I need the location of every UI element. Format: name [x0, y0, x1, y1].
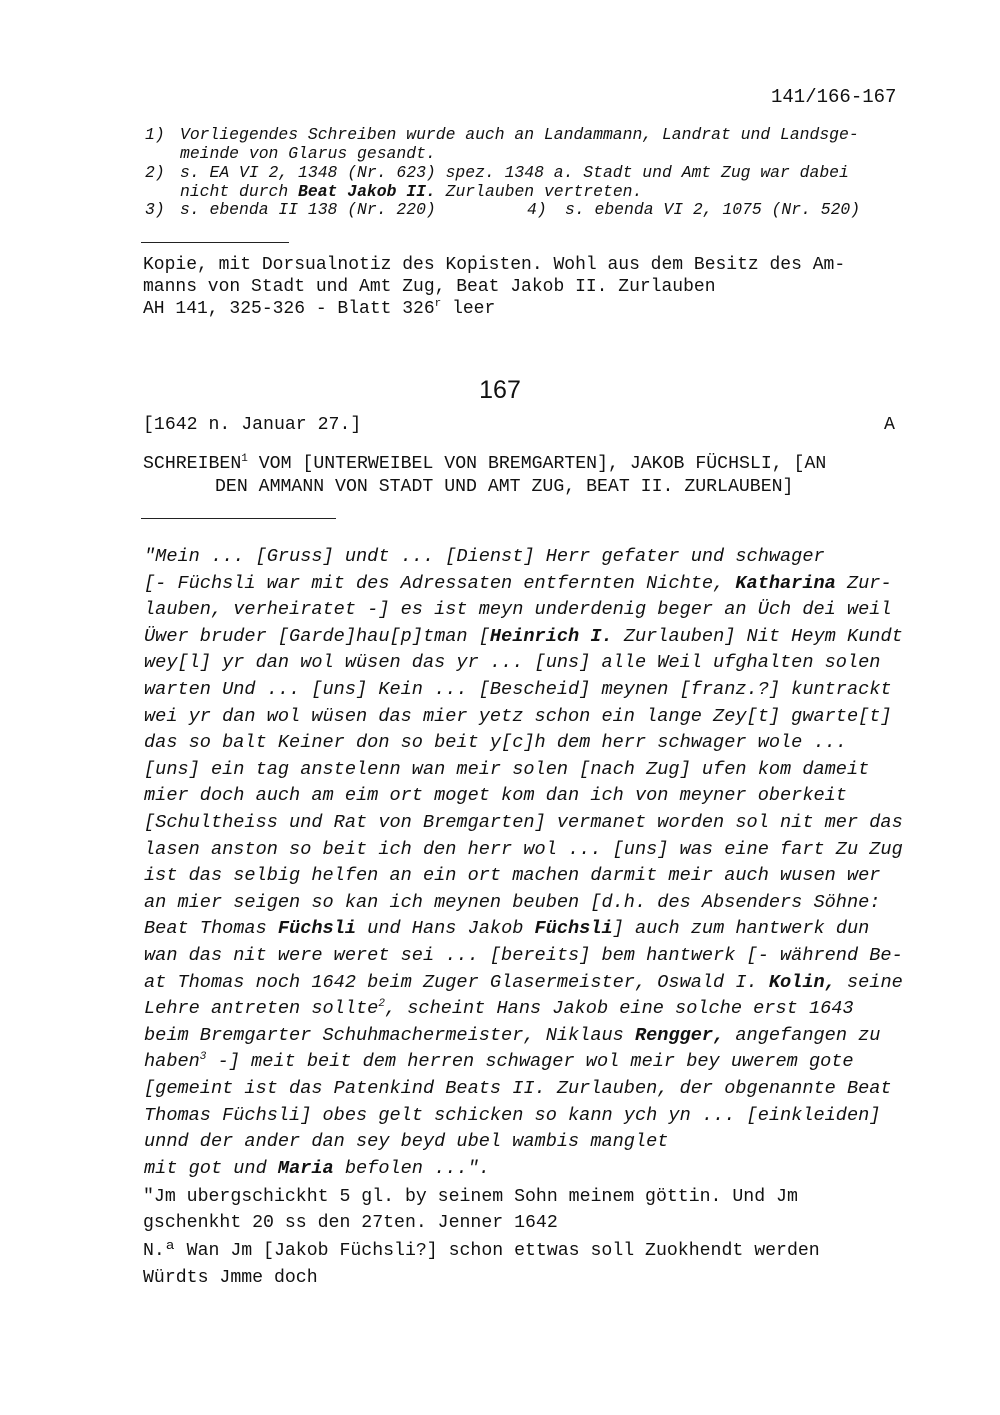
document-heading: SCHREIBEN$^1$ VOM [UNTERWEIBEL VON BREMGARTEN], JAKOB FÜCHSLI, [AN [143, 452, 827, 474]
footnote-2 [145, 163, 849, 201]
letter-line: Thomas Füchsli] obes gelt schicken so kann ych yn ... [einkleiden] [144, 1104, 881, 1126]
letter-line: Beat Thomas Füchsli und Hans Jakob Füchsli] auch zum hantwerk dun [144, 918, 870, 940]
letter-line: haben$^3$ -] meit beit dem herren schwager wol meir bey uwerem gote [144, 1051, 854, 1073]
letter-line: [gemeint ist das Patenkind Beats II. Zurlauben, der obgenannte Beat [144, 1078, 892, 1099]
footnote-4 [527, 200, 860, 219]
letter-line: "Mein ... [Gruss] undt ... [Dienst] Herr gefater und schwager [144, 546, 825, 567]
letter-line: [uns] ein tag anstelenn wan meir solen [nach Zug] ufen kom dameit [144, 758, 870, 780]
letter-line: warten Und ... [uns] Kein ... [Bescheid] meynen [franz.?] kuntrackt [144, 679, 892, 700]
footnote-number: 1) [145, 125, 165, 144]
dorsal-line: gschenkht 20 ss den 27ten. Jenner 1642 [143, 1213, 558, 1233]
letter-line: [Schultheiss und Rat von Bremgarten] vermanet worden sol nit mer das [144, 812, 903, 833]
footnote-text: Vorliegendes Schreiben wurde auch an Landammann, Landrat und Landsge- meinde von Glarus gesandt. [180, 125, 859, 163]
letter-line: mier doch auch am eim ort moget kom dan ich von meyner oberkeit [144, 785, 847, 807]
footnote-divider [141, 242, 289, 243]
dorsal-line: "Jm ubergschickht 5 gl. by seinem Sohn meinem göttin. Und Jm [143, 1187, 798, 1207]
letter-line: [- Füchsli war mit des Adressaten entfernten Nichte, Katharina Zur- [144, 572, 892, 594]
letter-line: wan das nit were weret sei ... [bereits] bem hantwerk [- während Be- [144, 945, 903, 966]
footnote-3 [145, 200, 436, 219]
footnote-number: 4) [527, 200, 547, 219]
document-type-letter: A [884, 415, 895, 435]
letter-line: at Thomas noch 1642 beim Zuger Glasermeister, Oswald I. Kolin, seine [144, 971, 903, 993]
letter-line: mit got und Maria befolen ...". [144, 1157, 490, 1179]
document-number: 167 [479, 376, 521, 404]
letter-line: lasen anston so beit ich den herr wol ... [uns] was eine fart Zu Zug [144, 838, 903, 860]
letter-line: beim Bremgarter Schuhmachermeister, Niklaus Rengger, angefangen zu [144, 1024, 881, 1046]
page-reference: 141/166-167 [771, 86, 897, 108]
footnote-text: s. EA VI 2, 1348 (Nr. 623) spez. 1348 a. Stadt und Amt Zug war dabei nicht durch Beat Jakob II. Zurlauben vertreten. [180, 163, 849, 201]
footnote-text: s. ebenda II 138 (Nr. 220) [180, 200, 436, 219]
footnote-1 [145, 125, 859, 163]
provenance-line: AH 141, 325-326 - Blatt 326$^r$ leer [143, 298, 496, 319]
provenance-line: Kopie, mit Dorsualnotiz des Kopisten. Wohl aus dem Besitz des Am- [143, 255, 846, 275]
footnote-number: 2) [145, 163, 165, 182]
document-date: [1642 n. Januar 27.] [143, 415, 362, 435]
document-heading-line2: DEN AMMANN VON STADT UND AMT ZUG, BEAT II. ZURLAUBEN] [215, 477, 794, 497]
footnote-text: s. ebenda VI 2, 1075 (Nr. 520) [565, 200, 861, 219]
letter-line: lauben, verheiratet -] es ist meyn underdenig beger an Üch dei weil [144, 599, 892, 621]
letter-line: Lehre antreten sollte$^2$, scheint Hans Jakob eine solche erst 1643 [144, 998, 854, 1020]
letter-line: wei yr dan wol wüsen das mier yetz schon ein lange Zey[t] gwarte[t] [144, 705, 892, 727]
heading-divider [141, 518, 336, 519]
letter-line: ist das selbig helfen an ein ort machen darmit meir auch wusen wer [144, 865, 881, 887]
dorsal-line: N.ª Wan Jm [Jakob Füchsli?] schon ettwas soll Zuokhendt werden [143, 1241, 820, 1261]
letter-line: wey[l] yr dan wol wüsen das yr ... [uns] alle Weil ufghalten solen [144, 652, 881, 674]
letter-line: unnd der ander dan sey beyd ubel wambis manglet [144, 1131, 669, 1153]
provenance-note [143, 254, 845, 320]
dorsal-line: Würdts Jmme doch [143, 1268, 318, 1288]
letter-line: an mier seigen so kan ich meynen beuben [d.h. des Absenders Söhne: [144, 891, 881, 913]
footnote-number: 3) [145, 200, 165, 219]
provenance-line: manns von Stadt und Amt Zug, Beat Jakob II. Zurlauben [143, 277, 716, 297]
letter-line: das so balt Keiner don so beit y[c]h dem herr schwager wole ... [144, 732, 847, 754]
letter-line: Üwer bruder [Garde]hau[p]tman [Heinrich I. Zurlauben] Nit Heym Kundt [144, 625, 903, 647]
